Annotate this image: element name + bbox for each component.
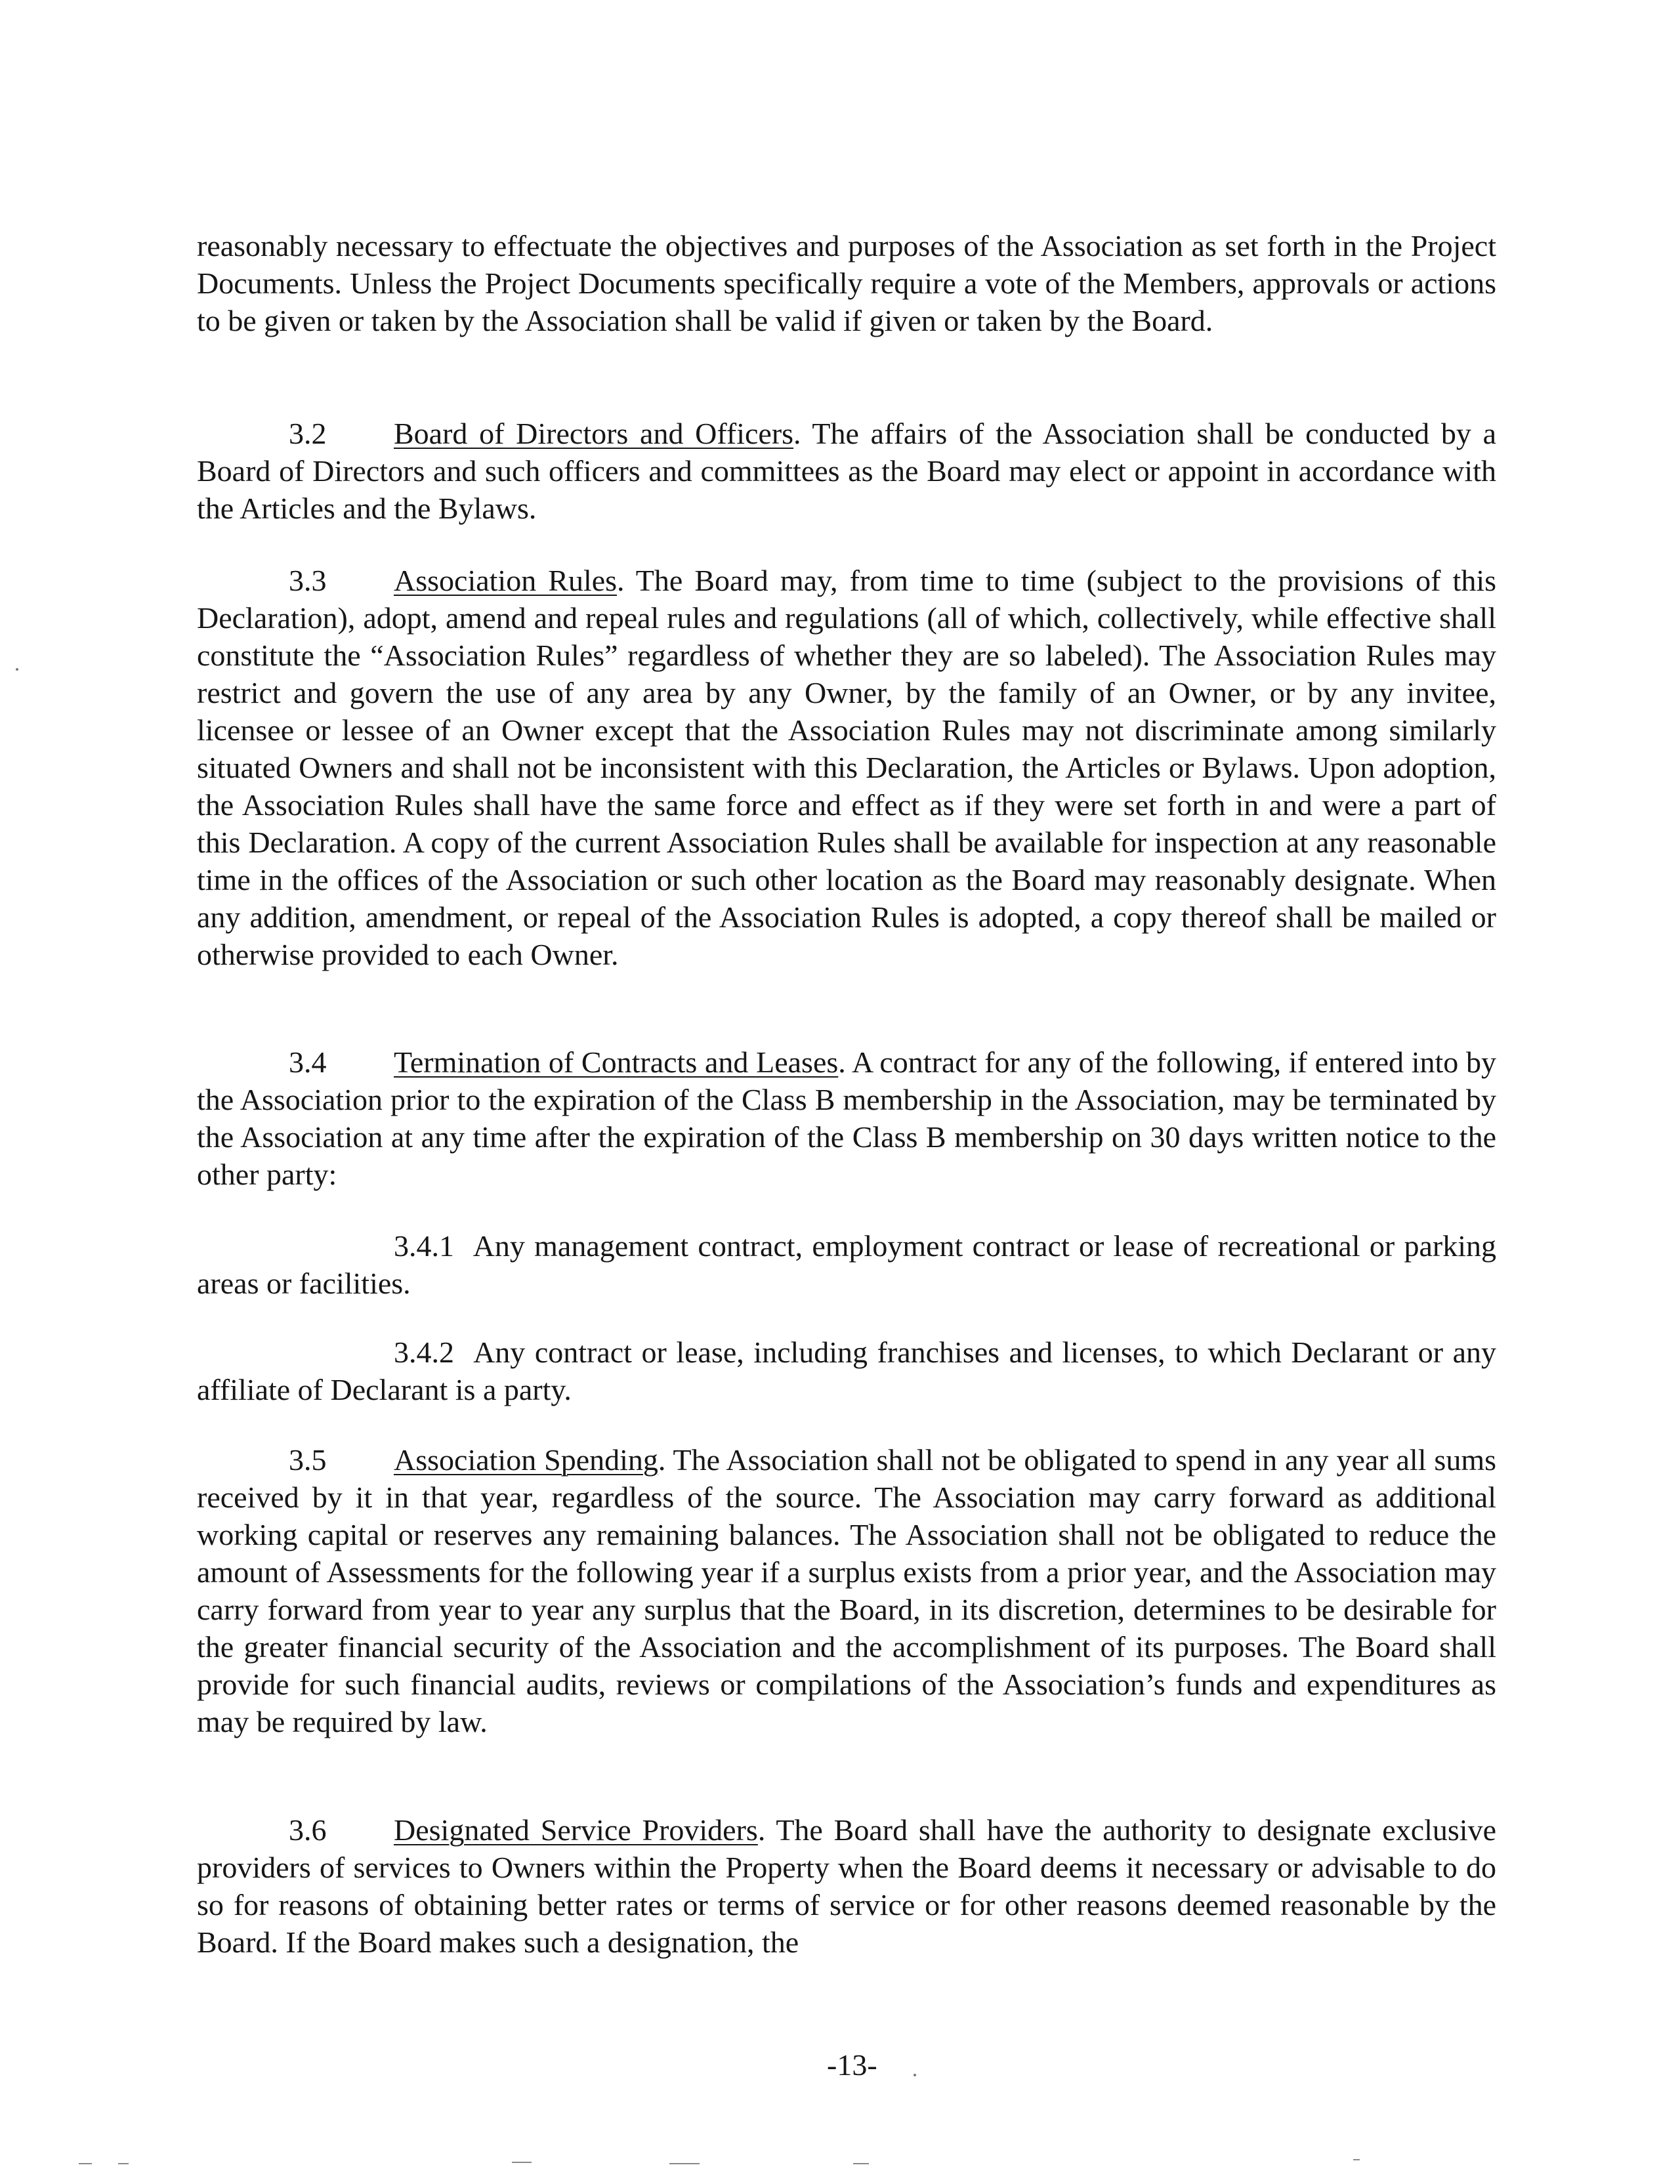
section-paragraph xyxy=(197,415,1496,527)
section-heading: Board of Directors and Officers xyxy=(394,417,794,450)
subsection-paragraph xyxy=(197,1227,1496,1302)
section-paragraph xyxy=(197,1811,1496,1961)
section-body: . The Association shall not be obligated to spend in any year all sums received by it in that year, regardless of the source. The Association may carry forward as additional working capital or reserves any remaining balances. The Association shall not be obligated to reduce the amount of Assessments for the following year if a surplus exists from a prior year, and the Association may carry forward from year to year any surplus that the Board, in its discretion, determines to be desirable for the greater financial security of the Association and the accomplishment of its purposes. The Board shall provide for such financial audits, reviews or compilations of the Association’s funds and expenditures as may be required by law. xyxy=(197,1443,1496,1738)
section-heading: Association Spending xyxy=(394,1443,658,1477)
section-number: 3.5 xyxy=(289,1443,327,1477)
section-heading: Association Rules xyxy=(394,564,618,597)
subsection-number: 3.4.1 xyxy=(394,1229,454,1263)
section-heading: Termination of Contracts and Leases xyxy=(394,1045,839,1079)
scan-mark xyxy=(669,2163,700,2164)
section-paragraph xyxy=(197,1441,1496,1740)
scan-mark xyxy=(512,2162,532,2163)
subsection-paragraph xyxy=(197,1334,1496,1408)
section-body: . The Board shall have the authority to designate exclusive providers of services to Owners within the Property when the Board deems it necessary or advisable to do so for reasons of obtaining better rates or terms of service or for other reasons deemed reasonable by the Board. If the Board makes such a designation, the xyxy=(197,1813,1496,1959)
scan-mark xyxy=(79,2163,92,2164)
scan-mark xyxy=(118,2163,129,2164)
opening-paragraph-block xyxy=(197,227,1496,339)
scan-speck xyxy=(16,668,18,671)
section-number: 3.4 xyxy=(289,1045,327,1079)
section-number: 3.2 xyxy=(289,417,327,450)
section-paragraph xyxy=(197,562,1496,973)
subsection-body: Any contract or lease, including franchises and licenses, to which Declarant or any affiliate of Declarant is a party. xyxy=(197,1335,1496,1406)
section-3-3 xyxy=(197,562,1496,973)
section-body: . The Board may, from time to time (subject to the provisions of this Declaration), adopt, amend and repeal rules and regulations (all of which, collectively, while effective shall constitute the “Association Rules” regardless of whether they are so labeled). The Association Rules may restrict and govern the use of any area by any Owner, by the family of an Owner, or by any invitee, licensee or lessee of an Owner except that the Association Rules may not discriminate among similarly situated Owners and shall not be inconsistent with this Declaration, the Articles or Bylaws. Upon adoption, the Association Rules shall have the same force and effect as if they were set forth in and were a part of this Declaration. A copy of the current Association Rules shall be available for inspection at any reasonable time in the offices of the Association or such other location as the Board may reasonably designate. When any addition, amendment, or repeal of the Association Rules is adopted, a copy thereof shall be mailed or otherwise provided to each Owner. xyxy=(197,564,1496,971)
subsection-body: Any management contract, employment contract or lease of recreational or parking areas or facilities. xyxy=(197,1229,1497,1300)
section-body: . A contract for any of the following, if entered into by the Association prior to the expiration of the Class B membership in the Association, may be terminated by the Association at any time after the expiration of the Class B membership on 30 days written notice to the other party: xyxy=(197,1045,1497,1191)
scan-speck xyxy=(914,2074,916,2076)
section-3-6 xyxy=(197,1811,1496,1961)
subsection-3-4-2 xyxy=(197,1334,1496,1408)
subsection-number: 3.4.2 xyxy=(394,1335,454,1369)
section-3-2 xyxy=(197,415,1496,527)
scan-mark xyxy=(1353,2159,1360,2160)
section-body: . The affairs of the Association shall be conducted by a Board of Directors and such officers and committees as the Board may elect or appoint in accordance with the Articles and the Bylaws. xyxy=(197,417,1496,525)
section-number: 3.6 xyxy=(289,1813,327,1847)
section-3-4 xyxy=(197,1043,1496,1193)
scan-mark xyxy=(853,2163,869,2164)
section-heading: Designated Service Providers xyxy=(394,1813,758,1847)
opening-paragraph: reasonably necessary to effectuate the objectives and purposes of the Association as set forth in the Project Documents. Unless the Project Documents specifically require a vote of the Members, approvals or actions to be given or taken by the Association shall be valid if given or taken by the Board. xyxy=(197,229,1496,337)
section-paragraph xyxy=(197,1043,1496,1193)
page-number: -13- xyxy=(827,2048,877,2082)
section-number: 3.3 xyxy=(289,564,327,597)
subsection-3-4-1 xyxy=(197,1227,1496,1302)
section-3-5 xyxy=(197,1441,1496,1740)
